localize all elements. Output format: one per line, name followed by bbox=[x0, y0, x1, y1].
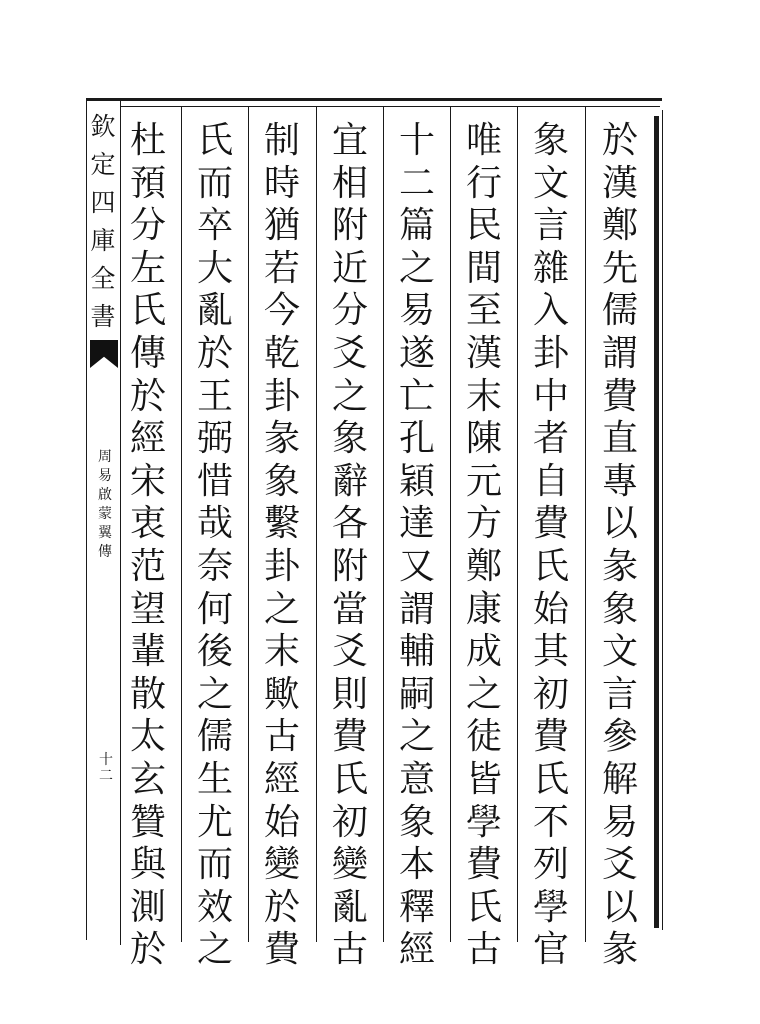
glyph: 近 bbox=[331, 247, 368, 289]
glyph: 太 bbox=[129, 716, 166, 758]
glyph: 又 bbox=[398, 545, 435, 587]
glyph: 測 bbox=[129, 886, 166, 928]
glyph: 於 bbox=[601, 120, 638, 161]
glyph: 四 bbox=[90, 188, 116, 217]
glyph: 氏 bbox=[129, 290, 166, 332]
glyph: 末 bbox=[465, 375, 502, 417]
glyph: 者 bbox=[532, 418, 569, 460]
glyph: 范 bbox=[129, 545, 166, 587]
glyph: 遂 bbox=[398, 332, 435, 374]
glyph: 不 bbox=[532, 801, 569, 843]
glyph: 乾 bbox=[263, 332, 300, 374]
glyph: 費 bbox=[465, 844, 502, 886]
glyph: 傳 bbox=[98, 544, 112, 560]
glyph: 翼 bbox=[98, 525, 112, 541]
column-divider bbox=[517, 106, 518, 942]
glyph: 蒙 bbox=[98, 506, 112, 522]
glyph: 以 bbox=[601, 503, 638, 545]
glyph: 中 bbox=[532, 375, 569, 417]
glyph: 與 bbox=[129, 844, 166, 886]
glyph: 元 bbox=[465, 460, 502, 502]
glyph: 直 bbox=[601, 418, 638, 460]
glyph: 相 bbox=[331, 162, 368, 204]
glyph: 變 bbox=[331, 844, 368, 886]
glyph: 繫 bbox=[263, 503, 300, 545]
glyph: 易 bbox=[601, 801, 638, 843]
column-divider bbox=[316, 106, 317, 942]
glyph: 於 bbox=[263, 886, 300, 928]
glyph: 左 bbox=[129, 247, 166, 289]
right-border-thin bbox=[662, 110, 663, 930]
glyph: 象 bbox=[263, 460, 300, 502]
glyph: 古 bbox=[331, 929, 368, 971]
glyph: 哉 bbox=[196, 503, 233, 545]
book-title bbox=[88, 108, 118, 336]
glyph: 漢 bbox=[465, 332, 502, 374]
glyph: 象 bbox=[532, 120, 569, 161]
glyph: 效 bbox=[196, 886, 233, 928]
text-column-1 bbox=[592, 120, 648, 971]
glyph: 自 bbox=[532, 460, 569, 502]
glyph: 卦 bbox=[532, 332, 569, 374]
glyph: 達 bbox=[398, 503, 435, 545]
glyph: 篇 bbox=[398, 205, 435, 247]
glyph: 於 bbox=[129, 929, 166, 971]
glyph: 之 bbox=[398, 716, 435, 758]
glyph: 之 bbox=[196, 673, 233, 715]
glyph: 陳 bbox=[465, 418, 502, 460]
glyph: 易 bbox=[98, 468, 112, 484]
glyph: 漢 bbox=[601, 162, 638, 204]
glyph: 氏 bbox=[532, 545, 569, 587]
glyph: 預 bbox=[129, 162, 166, 204]
column-divider bbox=[248, 106, 249, 942]
glyph: 爻 bbox=[331, 332, 368, 374]
glyph: 十 bbox=[99, 752, 113, 768]
glyph: 全 bbox=[90, 264, 116, 293]
glyph: 之 bbox=[331, 375, 368, 417]
glyph: 穎 bbox=[398, 460, 435, 502]
left-border bbox=[86, 100, 87, 940]
glyph: 附 bbox=[331, 205, 368, 247]
text-column-8 bbox=[120, 120, 176, 971]
glyph: 宜 bbox=[331, 120, 368, 161]
glyph: 氏 bbox=[196, 120, 233, 161]
glyph: 附 bbox=[331, 545, 368, 587]
glyph: 制 bbox=[263, 120, 300, 161]
glyph: 書 bbox=[90, 302, 116, 331]
glyph: 則 bbox=[331, 673, 368, 715]
glyph: 象 bbox=[398, 801, 435, 843]
glyph: 古 bbox=[465, 929, 502, 971]
glyph: 而 bbox=[196, 844, 233, 886]
glyph: 專 bbox=[601, 460, 638, 502]
glyph: 輔 bbox=[398, 631, 435, 673]
glyph: 文 bbox=[601, 631, 638, 673]
glyph: 分 bbox=[129, 205, 166, 247]
glyph: 奈 bbox=[196, 545, 233, 587]
glyph: 惜 bbox=[196, 460, 233, 502]
glyph: 時 bbox=[263, 162, 300, 204]
glyph: 言 bbox=[601, 673, 638, 715]
glyph: 民 bbox=[465, 205, 502, 247]
glyph: 間 bbox=[465, 247, 502, 289]
glyph: 初 bbox=[532, 673, 569, 715]
glyph: 散 bbox=[129, 673, 166, 715]
glyph: 末 bbox=[263, 631, 300, 673]
glyph: 鄭 bbox=[465, 545, 502, 587]
glyph: 亂 bbox=[196, 290, 233, 332]
glyph: 先 bbox=[601, 247, 638, 289]
glyph: 若 bbox=[263, 247, 300, 289]
glyph: 大 bbox=[196, 247, 233, 289]
right-border-thick bbox=[654, 116, 659, 928]
glyph: 變 bbox=[263, 844, 300, 886]
glyph: 彖 bbox=[601, 929, 638, 971]
glyph: 行 bbox=[465, 162, 502, 204]
glyph: 皆 bbox=[465, 758, 502, 800]
glyph: 學 bbox=[532, 886, 569, 928]
text-column-6 bbox=[254, 120, 310, 971]
glyph: 古 bbox=[263, 716, 300, 758]
glyph: 分 bbox=[331, 290, 368, 332]
glyph: 彖 bbox=[263, 418, 300, 460]
glyph: 象 bbox=[331, 418, 368, 460]
column-divider bbox=[450, 106, 451, 942]
glyph: 氏 bbox=[465, 886, 502, 928]
glyph: 學 bbox=[465, 801, 502, 843]
glyph: 何 bbox=[196, 588, 233, 630]
section-title bbox=[94, 448, 116, 562]
glyph: 卦 bbox=[263, 375, 300, 417]
glyph: 宋 bbox=[129, 460, 166, 502]
glyph: 至 bbox=[465, 290, 502, 332]
glyph: 亂 bbox=[331, 886, 368, 928]
glyph: 方 bbox=[465, 503, 502, 545]
glyph: 啟 bbox=[98, 487, 112, 503]
glyph: 之 bbox=[398, 247, 435, 289]
glyph: 十 bbox=[398, 120, 435, 161]
glyph: 成 bbox=[465, 631, 502, 673]
glyph: 氏 bbox=[532, 758, 569, 800]
glyph: 初 bbox=[331, 801, 368, 843]
glyph: 儒 bbox=[196, 716, 233, 758]
glyph: 謂 bbox=[398, 588, 435, 630]
glyph: 言 bbox=[532, 205, 569, 247]
glyph: 庫 bbox=[90, 226, 116, 255]
glyph: 象 bbox=[601, 588, 638, 630]
glyph: 於 bbox=[196, 332, 233, 374]
text-column-7 bbox=[187, 120, 243, 971]
glyph: 爻 bbox=[331, 631, 368, 673]
column-divider bbox=[383, 106, 384, 942]
glyph: 輩 bbox=[129, 631, 166, 673]
glyph: 費 bbox=[532, 716, 569, 758]
glyph: 文 bbox=[532, 162, 569, 204]
glyph: 費 bbox=[331, 716, 368, 758]
column-divider bbox=[181, 106, 182, 942]
glyph: 今 bbox=[263, 290, 300, 332]
glyph: 二 bbox=[398, 162, 435, 204]
glyph: 歟 bbox=[263, 673, 300, 715]
glyph: 彖 bbox=[601, 545, 638, 587]
glyph: 贊 bbox=[129, 801, 166, 843]
glyph: 於 bbox=[129, 375, 166, 417]
glyph: 嗣 bbox=[398, 673, 435, 715]
glyph: 釋 bbox=[398, 886, 435, 928]
glyph: 孔 bbox=[398, 418, 435, 460]
glyph: 鄭 bbox=[601, 205, 638, 247]
glyph: 欽 bbox=[90, 112, 116, 141]
glyph: 經 bbox=[398, 929, 435, 971]
glyph: 尤 bbox=[196, 801, 233, 843]
top-border bbox=[86, 98, 662, 101]
glyph: 望 bbox=[129, 588, 166, 630]
glyph: 經 bbox=[263, 758, 300, 800]
glyph: 各 bbox=[331, 503, 368, 545]
column-divider bbox=[585, 106, 586, 942]
glyph: 雜 bbox=[532, 247, 569, 289]
glyph: 卒 bbox=[196, 205, 233, 247]
glyph: 玄 bbox=[129, 758, 166, 800]
glyph: 其 bbox=[532, 631, 569, 673]
glyph: 經 bbox=[129, 418, 166, 460]
glyph: 儒 bbox=[601, 290, 638, 332]
glyph: 卦 bbox=[263, 545, 300, 587]
glyph: 二 bbox=[99, 768, 113, 784]
text-column-4 bbox=[389, 120, 445, 971]
glyph: 入 bbox=[532, 290, 569, 332]
glyph: 費 bbox=[532, 503, 569, 545]
glyph: 徒 bbox=[465, 716, 502, 758]
glyph: 謂 bbox=[601, 332, 638, 374]
glyph: 參 bbox=[601, 716, 638, 758]
text-column-3 bbox=[456, 120, 512, 971]
glyph: 弼 bbox=[196, 418, 233, 460]
glyph: 衷 bbox=[129, 503, 166, 545]
glyph: 之 bbox=[465, 673, 502, 715]
page-number bbox=[96, 752, 116, 784]
glyph: 始 bbox=[263, 801, 300, 843]
glyph: 生 bbox=[196, 758, 233, 800]
glyph: 亡 bbox=[398, 375, 435, 417]
glyph: 傳 bbox=[129, 332, 166, 374]
glyph: 猶 bbox=[263, 205, 300, 247]
glyph: 解 bbox=[601, 758, 638, 800]
fish-tail-mark bbox=[90, 340, 118, 368]
glyph: 後 bbox=[196, 631, 233, 673]
glyph: 之 bbox=[263, 588, 300, 630]
glyph: 而 bbox=[196, 162, 233, 204]
glyph: 以 bbox=[601, 886, 638, 928]
glyph: 本 bbox=[398, 844, 435, 886]
top-border-inner bbox=[120, 106, 660, 107]
text-column-5 bbox=[322, 120, 378, 971]
glyph: 爻 bbox=[601, 844, 638, 886]
glyph: 費 bbox=[601, 375, 638, 417]
glyph: 當 bbox=[331, 588, 368, 630]
glyph: 官 bbox=[532, 929, 569, 971]
glyph: 周 bbox=[98, 449, 112, 465]
glyph: 辭 bbox=[331, 460, 368, 502]
glyph: 意 bbox=[398, 758, 435, 800]
glyph: 始 bbox=[532, 588, 569, 630]
glyph: 氏 bbox=[331, 758, 368, 800]
glyph: 定 bbox=[90, 150, 116, 179]
glyph: 王 bbox=[196, 375, 233, 417]
glyph: 費 bbox=[263, 929, 300, 971]
glyph: 杜 bbox=[129, 120, 166, 161]
text-column-2 bbox=[523, 120, 579, 971]
glyph: 列 bbox=[532, 844, 569, 886]
glyph: 唯 bbox=[465, 120, 502, 161]
glyph: 之 bbox=[196, 929, 233, 971]
glyph: 易 bbox=[398, 290, 435, 332]
glyph: 康 bbox=[465, 588, 502, 630]
